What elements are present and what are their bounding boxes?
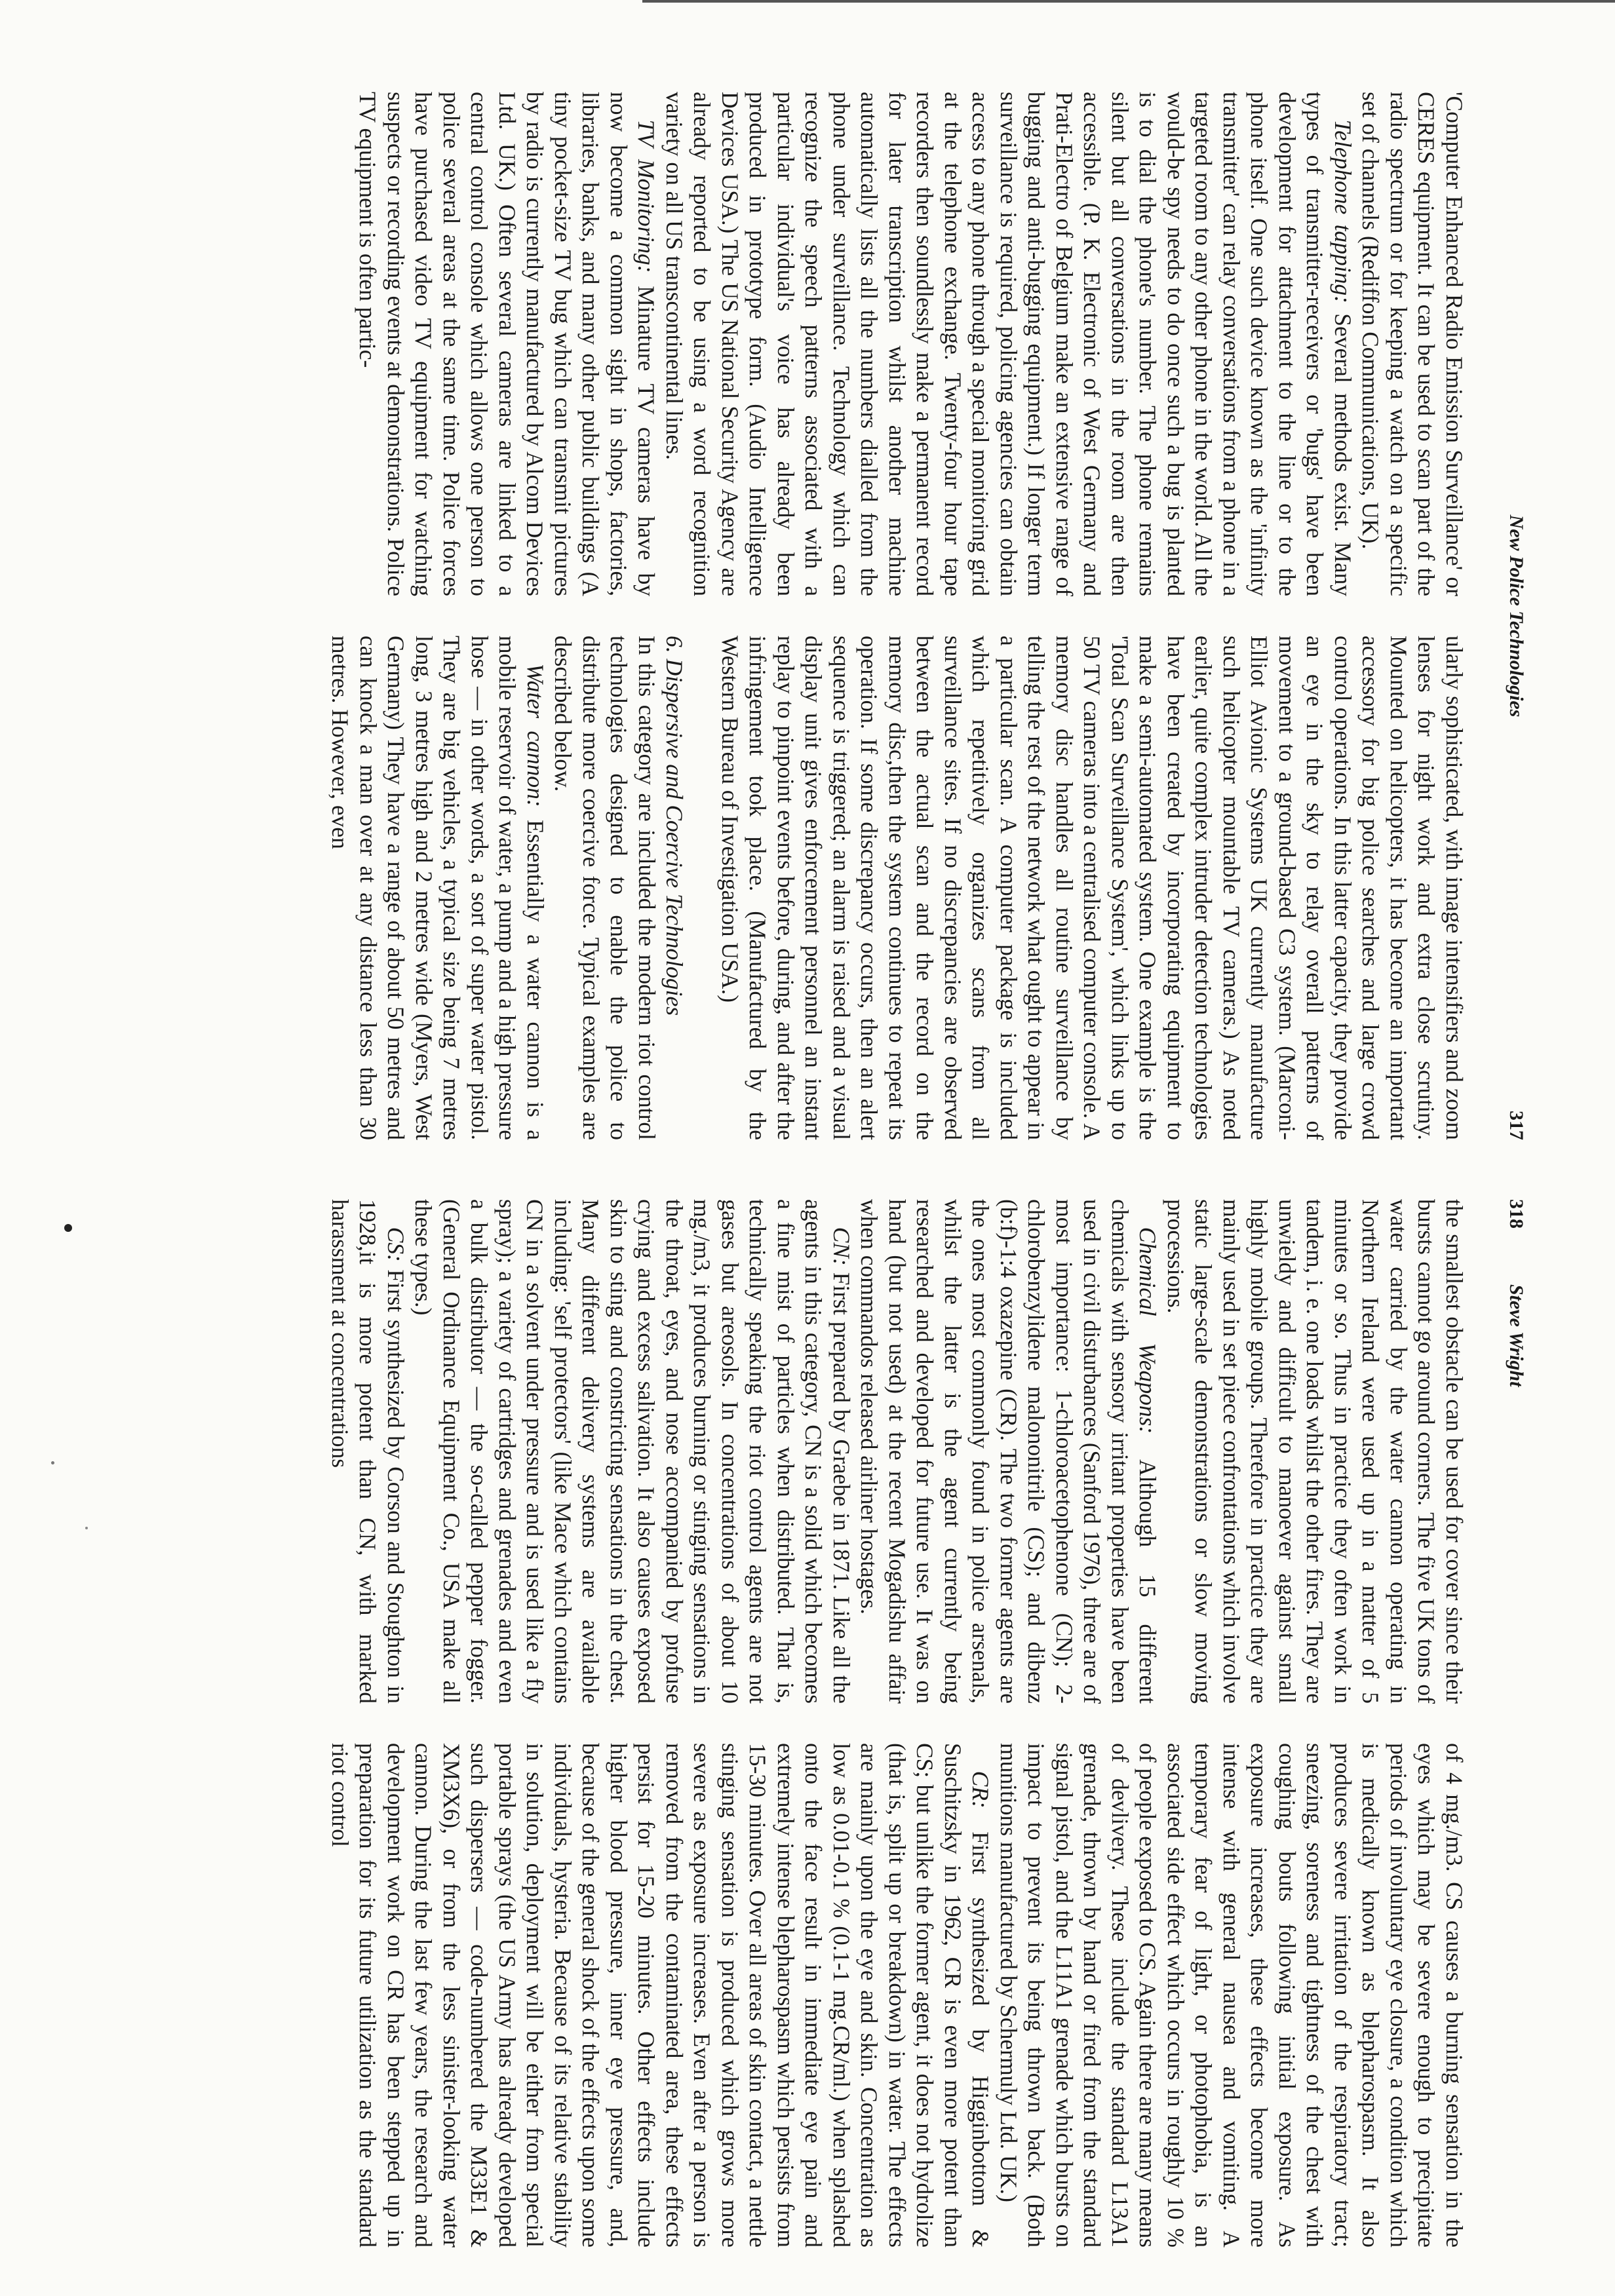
scan-edge-mark bbox=[642, 0, 1615, 3]
paragraph-text: Minature TV cameras have by now become a common sight in shops, factories, libraries, banks, and many other public buildings (A tiny pocket-size TV bug which can transmit pictures by radio is currently manufactured by Alcom Devices Ltd. UK.) Often several cameras are linked to a central control console which allows one person to police several areas at the same time. Police forces have purchased video TV equipment for watching suspects or recording events at demonstrations. Police TV equipment is often partic- bbox=[355, 92, 660, 596]
paragraph-lead: CS: bbox=[383, 1227, 409, 1262]
section-heading: 6. Dispersive and Coercive Technologies bbox=[661, 636, 688, 1016]
scan-speck bbox=[51, 1461, 54, 1464]
paragraph-text: First synthesized by Corson and Stoughton in 1928,it is more potent than CN, with marked harassment at concentrations bbox=[327, 1199, 409, 1704]
scan-dot-mark bbox=[64, 1224, 72, 1232]
running-head-left bbox=[1488, 92, 1527, 1140]
paragraph bbox=[354, 92, 661, 596]
paragraph-text: Several methods exist. Many types of transmitter-receivers or 'bugs' have been development for attachment to the line or to the phone itself. One such device known as the 'infinity transmitter' can relay conversations from a phone in a targeted room to any other phone in the world. All the would-be spy needs to do once such a bug is planted is to dial the phone's number. The phone remains silent but all conversations in the room are then accessible. (P. K. Electronic of West Germany and Prati-Electro of Belgium make an extensive range of bugging and anti-bugging equipment.) If longer term surveillance is required, policing agencies can obtain access to any phone through a special monitoring grid at the telephone exchange. Twenty-four hour tape recorders then soundlessly make a permanent record for later transcription whilst another machine automatically lists all the numbers dialled from the phone under surveillance. Technology which can recognize the speech patterns associated with a particular individual's voice has already been produced in prototype form. (Audio Intelligence Devices USA.) The US National Security Agency are already reported to be using a word recognition variety on all US transcontinental lines. bbox=[661, 92, 1356, 596]
paragraph-lead: CN: bbox=[828, 1227, 855, 1266]
paragraph: ularly sophisticated, with image intensifiers and zoom lenses for night work and extra close scrutiny. Mounted on helicopters, it has become an important accessory for big police searches and large crowd control operations. In this latter capacity, they provide an eye in the sky to relay overall patterns of movement to a ground-based C3 system. (Marconi-Elliot Avionic Systems UK currently manufacture such helicopter mountable TV cameras.) As noted earlier, quite complex intruder detection technologies have been created by incorporating equipment to make a semi-automated system. One example is the 'Total Scan Surveillance System', which links up to 50 TV cameras into a centralised computer console. A memory disc handles all routine surveillance by telling the rest of the network what ought to appear in a particular scan. A computer package is included which repetitively organizes scans from all surveillance sites. If no discrepancies are observed between the actual scan and the record on the memory disc,then the system continues to repeat its operation. If some discrepancy occurs, then an alert sequence is triggered; an alarm is raised and a visual display unit gives enforcement personnel an instant replay to pinpoint events before, during, and after the infringement took place. (Manufactured by the Western Bureau of Investigation USA.) bbox=[717, 636, 1468, 1140]
paragraph-lead: Telephone tapping: bbox=[1330, 119, 1356, 303]
page-317 bbox=[138, 92, 1534, 1140]
column-1 bbox=[138, 92, 1468, 596]
paragraph-text: First synthesized by Higginbottom & Suschitzsky in 1962, CR is even more potent than CS; but unlike the former agent, it does not hydrolize (that is, split up or breakdown) in water. The effects are mainly upon the eye and skin. Concentration as low as 0.01-0.1 % (0.1-1 mg.CR/ml.) when splashed onto the face result in immediate eye pain and extremely intense blepharospasm which persists from 15-30 minutes. Over all areas of skin contact, a nettle stinging sensation is produced which grows more severe as exposure increases. Even after a person is removed from the contaminated area, these effects persist for 15-20 minutes. Other effects include higher blood pressure, inner eye pressure, and, because of the general shock of the effects upon some individuals, hysteria. Because of its relative stability in solution, deployment will be either from special portable sprays (the US Army has already developed such dispersers — code-numbered the M33E1 & XM3X6), or from the less sinister-looking water cannon. During the last few years, the research and development work on CR has been stepped up in preparation for its future utilization as the standard riot control bbox=[327, 1743, 994, 2248]
column-2 bbox=[138, 636, 1468, 1140]
page-318 bbox=[138, 1199, 1534, 2248]
paragraph: the smallest obstacle can be used for cover since their bursts cannot go around corners. The five UK tons of water carried by the water cannon operating in Northern Ireland were used up in a matter of 5 minutes or so. Thus in practice they often work in tandem, i. e. one loads whilst the other fires. They are unwieldy and difficult to manoever against small highly mobile groups. Therefore in practice they are mainly used in set piece confrontations which involve static large-scale demonstrations or slow moving processions. bbox=[1163, 1199, 1468, 1704]
journal-title: New Police Technologies bbox=[1506, 514, 1527, 718]
paragraph-lead: Water cannon: bbox=[522, 663, 549, 807]
paragraph bbox=[855, 1199, 1162, 1704]
paragraph-text: Essentially a water cannon is a mobile reservoir of water, a pump and a high pressure hose — in other words, a sort of super water pistol. They are big vehicles, a typical size being 7 metres long, 3 metres high and 2 metres wide (Myers, West Germany) They have a range of about 50 metres and can knock a man over at any distance less than 30 metres. However, even bbox=[327, 636, 549, 1140]
paragraph bbox=[326, 1743, 995, 2248]
column-1 bbox=[138, 1199, 1468, 1704]
page-number: 317 bbox=[1506, 1111, 1527, 1140]
running-head-right bbox=[1488, 1199, 1527, 2248]
author-name: Steve Wright bbox=[1506, 1284, 1527, 1387]
paragraph bbox=[661, 92, 1357, 596]
paragraph-text: Although 15 different chemicals with sensory irritant properties have been used in civil disturbances (Sanford 1976), three are of most importance: 1-chloroacetophenone (CN); 2-chlorobenzylidene malononitrile (CS); and dibenz (b:f)-1:4 oxazepine (CR). The two former agents are the ones most commonly found in police arsenals, whilst the latter is the agent currently being researched and developed for future use. It was on hand (but not used) at the recent Mogadishu affair when commandos released airliner hostages. bbox=[856, 1199, 1161, 1704]
column-2 bbox=[138, 1743, 1468, 2248]
paragraph-text: First prepared by Graebe in 1871. Like all the agents in this category, CN is a solid which becomes a fine mist of particles when distributed. That is, technically speaking the riot control agents are not gases but areosols. In concentrations of about 10 mg./m3, it produces burning or stinging sensations in the throat, eyes, and nose accompanied by profuse crying and excess salivation. It also causes exposed skin to sting and constricting sensations in the chest. Many different delivery systems are available including: 'self protectors' (like Mace which contains CN in a solvent under pressure and is used like a fly spray); a variety of cartridges and grenades and even a bulk distributor — the so-called pepper fogger. (General Ordinance Equipment Co., USA make all these types.) bbox=[410, 1199, 855, 1704]
paragraph-lead: Chemical Weapons: bbox=[1135, 1227, 1161, 1434]
page-spread bbox=[138, 92, 1534, 2254]
scan-speck bbox=[85, 1527, 88, 1529]
paragraph: 'Computer Enhanced Radio Emission Surveillance' or CERES equipment. It can be used to scan part of the radio spectrum or for keeping a watch on a specific set of channels (Rediffon Communications, UK). bbox=[1357, 92, 1468, 596]
paragraph bbox=[410, 1199, 855, 1704]
paragraph bbox=[326, 1199, 410, 1704]
paragraph: of 4 mg./m3. CS causes a burning sensation in the eyes which may be severe enough to precipitate periods of involuntary eye closure, a condition which is medically known as blepharospasm. It also produces severe irritation of the respiratory tract; sneezing, soreness and tightness of the chest with coughing bouts following initial exposure. As exposure increases, these effects become more intense with general nausea and vomiting. A temporary fear of light, or photophobia, is an associated side effect which occurs in roughly 10 % of people exposed to CS. Again there are many means of devlivery. These include the standard L13A1 grenade, thrown by hand or fired from the standard signal pistol, and the L11A1 grenade which bursts on impact to prevent its being thrown back. (Both munitions manufactured by Schermuly Ltd. UK.) bbox=[996, 1743, 1468, 2248]
paragraph bbox=[326, 636, 549, 1140]
page-number: 318 bbox=[1506, 1199, 1527, 1229]
paragraph-lead: TV Monitoring: bbox=[633, 119, 660, 273]
paragraph-lead: CR: bbox=[967, 1770, 994, 1808]
paragraph: In this category are included the modern riot control technologies designed to enable the police to distribute more coercive force. Typical examples are described below. bbox=[550, 636, 660, 1140]
